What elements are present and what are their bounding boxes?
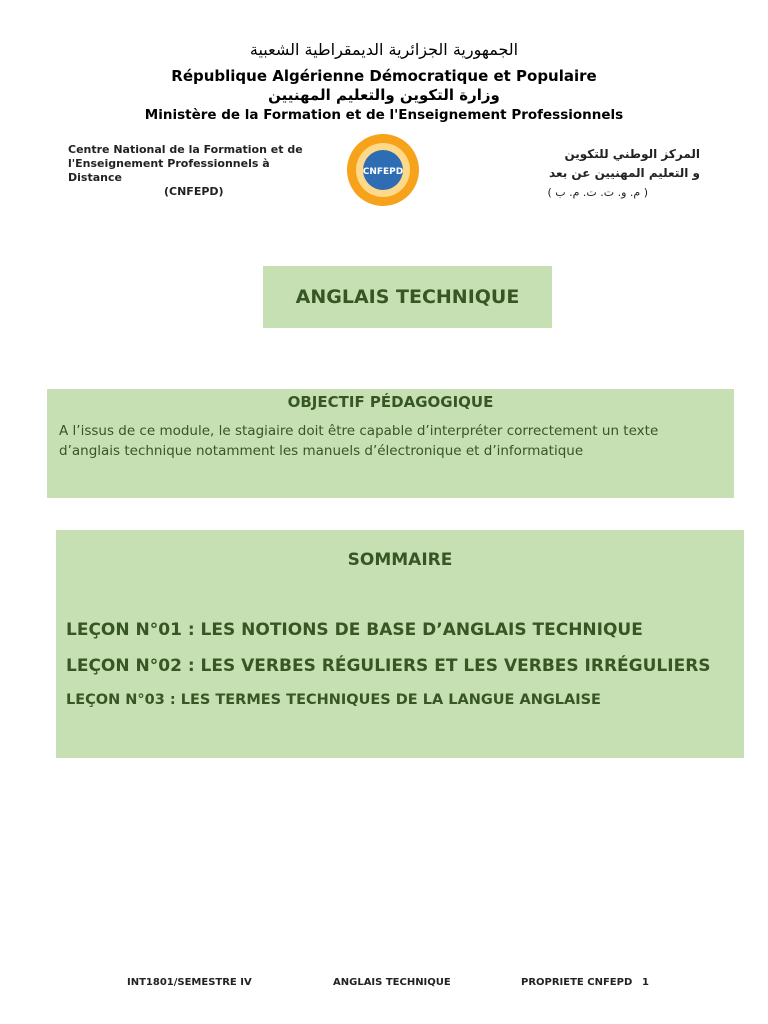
lesson-item-1: LEÇON N°01 : LES NOTIONS DE BASE D’ANGLAIS TECHNIQUE	[66, 620, 643, 640]
lesson-item-2: LEÇON N°02 : LES VERBES RÉGULIERS ET LES VERBES IRRÉGULIERS	[66, 656, 711, 676]
centre-ar-line2: و التعليم المهنيين عن بعد	[549, 166, 700, 180]
logo-text: CNFEPD	[362, 167, 404, 177]
header-french-ministry: Ministère de la Formation et de l'Enseignement Professionnels	[144, 107, 624, 123]
centre-ar-line1: المركز الوطني للتكوين	[564, 147, 700, 161]
objectif-text: A l’issus de ce module, le stagiaire doit être capable d’interpréter correctement un texte d’anglais technique notamment les manuels d’électronique et d’informatique	[59, 423, 659, 459]
sommaire-box	[56, 530, 744, 758]
sommaire-heading: SOMMAIRE	[347, 550, 453, 570]
module-title-box	[263, 266, 552, 328]
centre-fr-line2: l'Enseignement Professionnels à Distance	[68, 157, 270, 184]
footer-owner: PROPRIETE CNFEPD	[521, 977, 633, 988]
centre-fr-line3: (CNFEPD)	[164, 185, 224, 198]
centre-ar-line3: ( م. و. ت. ت. م. ب )	[547, 186, 648, 199]
lesson-item-3: LEÇON N°03 : LES TERMES TECHNIQUES DE LA LANGUE ANGLAISE	[66, 692, 601, 708]
centre-name-french	[68, 143, 308, 199]
cnfepd-logo	[346, 133, 420, 207]
header-arabic-republic: الجمهورية الجزائرية الديمقراطية الشعبية	[249, 40, 519, 59]
centre-name-arabic	[480, 145, 700, 202]
header-french-republic: République Algérienne Démocratique et Populaire	[171, 67, 597, 85]
centre-fr-line1: Centre National de la Formation et de	[68, 143, 303, 156]
header-arabic-ministry: وزارة التكوين والتعليم المهنيين	[268, 86, 500, 104]
objectif-box	[47, 389, 734, 498]
module-title: ANGLAIS TECHNIQUE	[295, 286, 520, 308]
footer-page-number: 1	[642, 977, 649, 988]
footer-module: ANGLAIS TECHNIQUE	[333, 977, 451, 988]
objectif-heading: OBJECTIF PÉDAGOGIQUE	[287, 393, 494, 411]
footer-code: INT1801/SEMESTRE IV	[127, 977, 252, 988]
